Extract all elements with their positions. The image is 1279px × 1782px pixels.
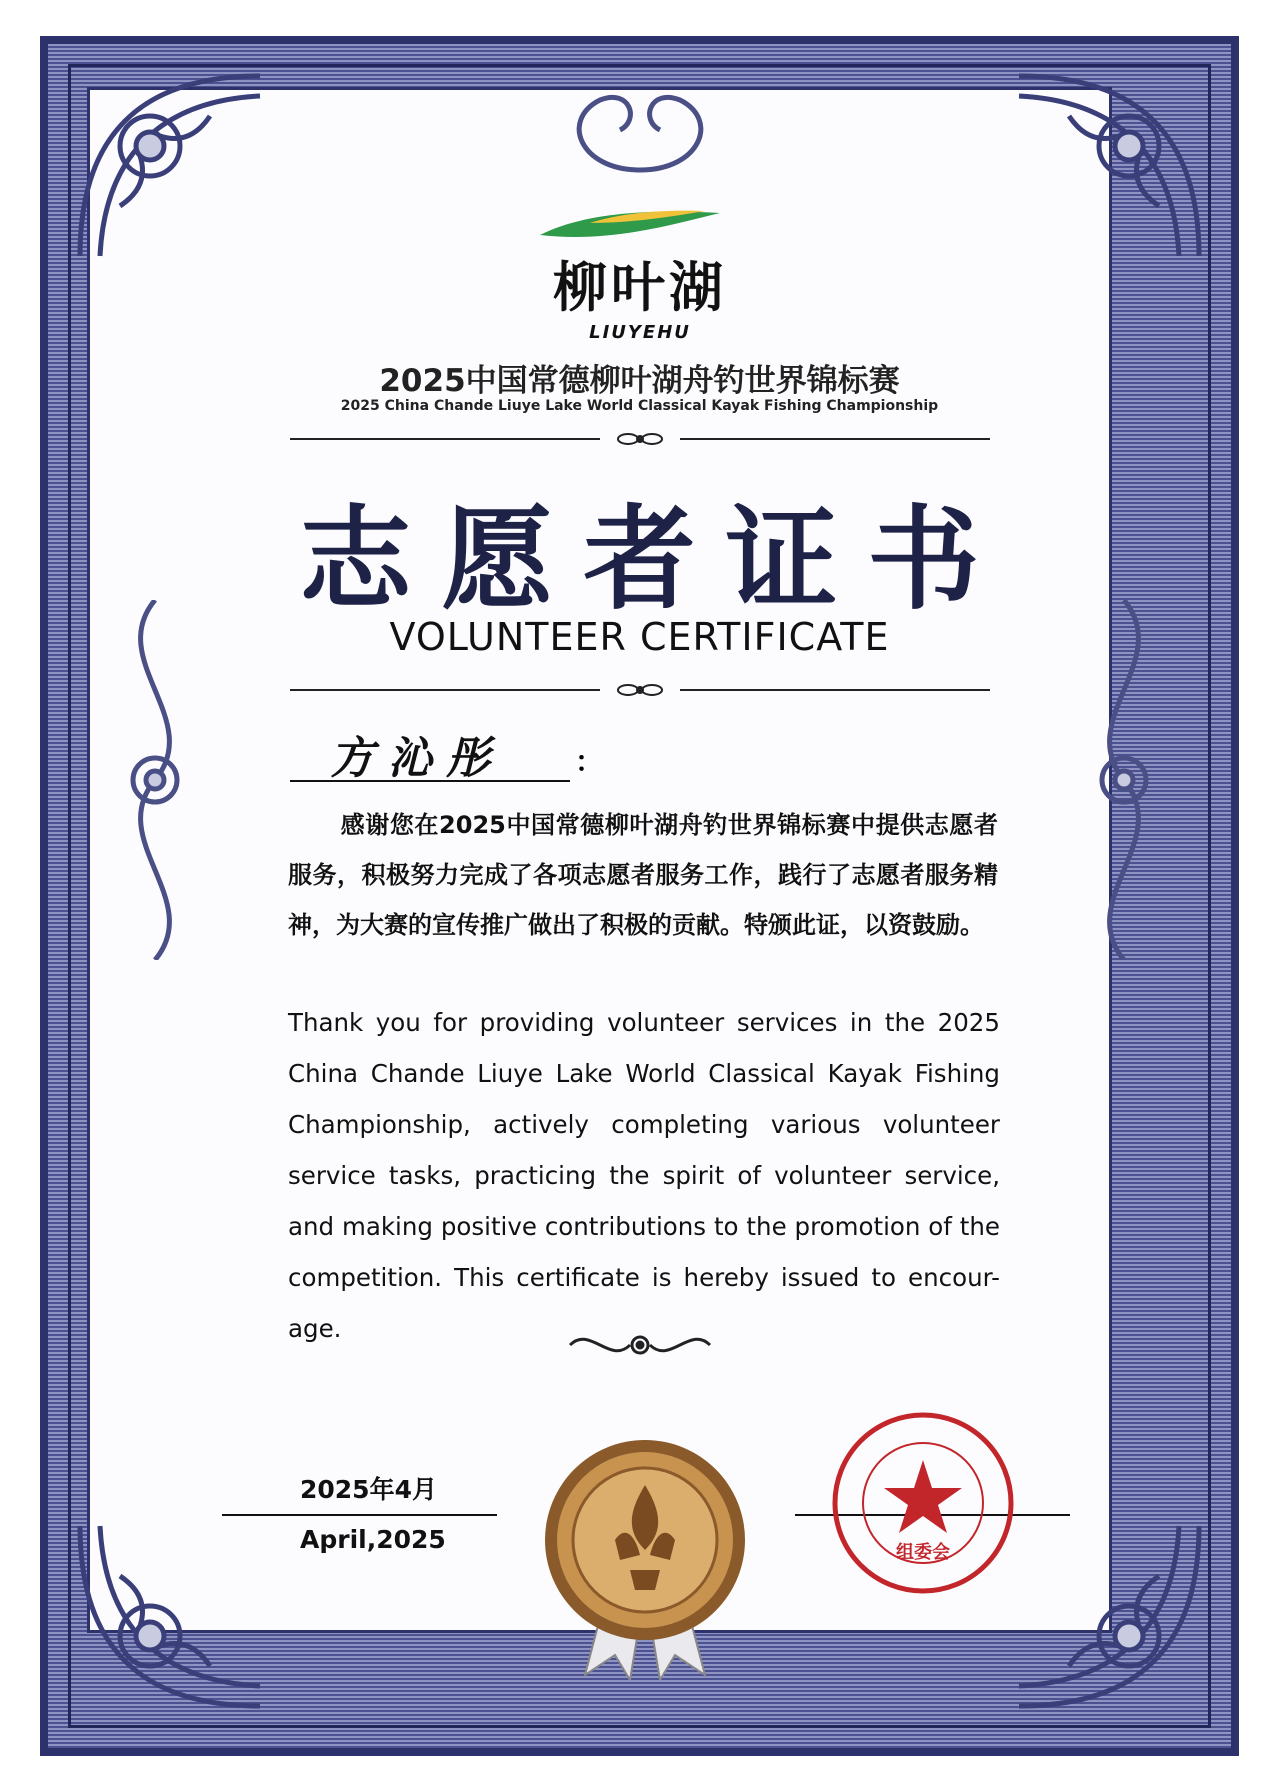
corner-ornament-bottom-right (999, 1506, 1219, 1726)
logo-chinese-name: 柳叶湖 (553, 255, 727, 319)
issue-date-english: April,2025 (300, 1525, 446, 1554)
body-text-chinese (288, 800, 998, 950)
organizing-committee-seal (828, 1408, 1018, 1598)
top-center-ornament (520, 80, 760, 180)
logo-english-name: LIUYEHU (589, 322, 691, 343)
certificate-title-chinese: 志愿者证书 (299, 494, 1010, 625)
corner-ornament-bottom-left (60, 1506, 280, 1726)
body-text-english: Thank you for providing volunteer services in the 2025 China Chande Liuye Lake World Classical Kayak Fishing Championship, actively completing various volunteer service tasks, practicing the spirit of volunteer service, and making positive contributions to the promotion of the competition. This certificate is hereby issued to encour-age. (288, 1008, 1000, 1343)
event-title-chinese: 2025中国常德柳叶湖舟钓世界锦标赛 (379, 363, 900, 399)
leaf-logo-icon (530, 205, 730, 245)
date-signature-line (222, 1514, 497, 1516)
corner-ornament-top-left (60, 56, 280, 276)
bottom-flourish-ornament (560, 1325, 720, 1365)
event-logo (530, 205, 750, 343)
gold-medal-emblem (530, 1430, 760, 1680)
certificate-title-english: VOLUNTEER CERTIFICATE (389, 615, 890, 659)
svg-text:组委会: 组委会 (896, 1542, 950, 1563)
divider-knot-icon (608, 683, 672, 697)
divider-middle (290, 683, 990, 697)
recipient-name: 方沁彤 (330, 733, 504, 784)
divider-knot-icon (608, 432, 672, 446)
event-title-english: 2025 China Chande Liuye Lake World Classical Kayak Fishing Championship (340, 398, 939, 414)
body-chinese-content: 感谢您在2025中国常德柳叶湖舟钓世界锦标赛中提供志愿者服务，积极努力完成了各项志愿者服务工作，践行了志愿者服务精神，为大赛的宣传推广做出了积极的贡献。特颁此证，以资鼓励。 (288, 811, 998, 939)
corner-ornament-top-right (999, 56, 1219, 276)
recipient-colon: ： (575, 745, 604, 778)
issue-date-chinese: 2025年4月 (300, 1475, 437, 1504)
divider-top (290, 432, 990, 446)
recipient-line (290, 720, 570, 782)
